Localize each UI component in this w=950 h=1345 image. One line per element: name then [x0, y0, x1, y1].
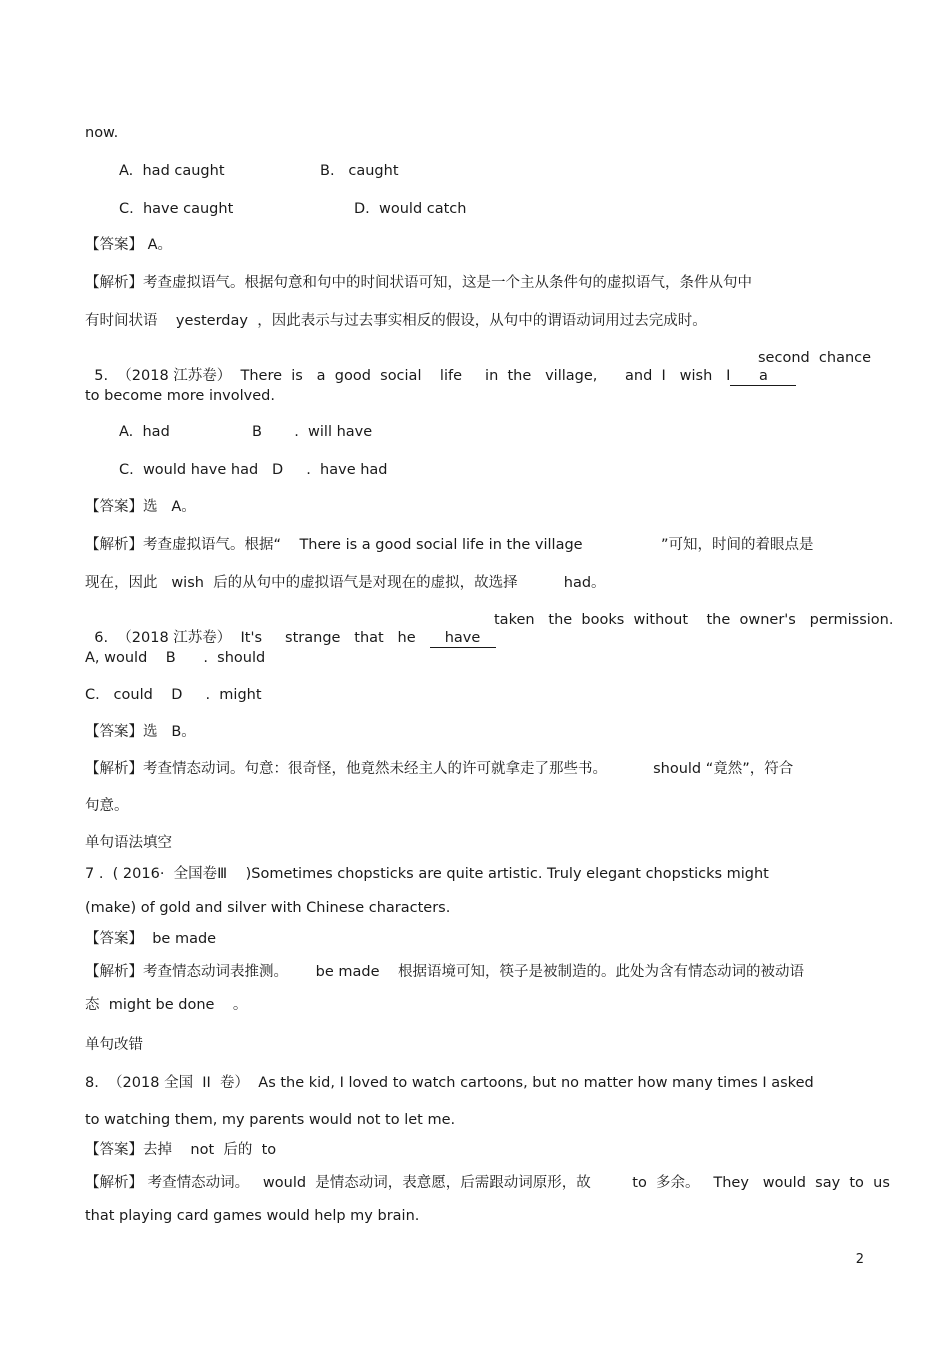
question-text: 6. （2018 江苏卷） It's strange that he — [94, 630, 416, 646]
analysis-line: 【解析】考查虚拟语气。根据“ There is a good social life in the village ”可知，时间的着眼点是 — [85, 537, 814, 553]
analysis-line: 现在，因此 wish 后的从句中的虚拟语气是对现在的虚拟，故选择 had。 — [85, 575, 606, 591]
question-5 — [85, 349, 796, 386]
blank-answer: a — [730, 367, 796, 386]
question-text: taken the books without the owner's permission. — [494, 612, 894, 628]
analysis-line: 态 might be done 。 — [85, 997, 248, 1013]
option-d: D. would catch — [354, 201, 467, 217]
section-heading: 单句改错 — [85, 1037, 143, 1053]
question-7: 7 . ( 2016· 全国卷Ⅲ )Sometimes chopsticks are quite artistic. Truly elegant chopsticks might — [85, 866, 769, 882]
option-b: B . will have — [252, 424, 373, 440]
option-c: C. have caught — [119, 201, 234, 217]
analysis-line: 【解析】考查情态动词表推测。 be made 根据语境可知，筷子是被制造的。此处为含有情态动词的被动语 — [85, 964, 804, 980]
option-c-d: C. would have had D . have had — [119, 462, 388, 478]
option-a: A. had — [119, 424, 170, 440]
answer-line: 【答案】 be made — [85, 931, 217, 947]
option-a: A. had caught — [119, 163, 225, 179]
options-a-b: A, would B . should — [85, 650, 266, 666]
question-text: (make) of gold and silver with Chinese characters. — [85, 900, 451, 916]
option-b: B. caught — [320, 163, 399, 179]
blank-answer: have — [430, 629, 496, 648]
answer-line: 【答案】选 B。 — [85, 724, 196, 740]
question-text: second chance — [758, 350, 872, 366]
section-heading: 单句语法填空 — [85, 835, 172, 851]
question-text: to watching them, my parents would not to let me. — [85, 1112, 456, 1128]
page-number: 2 — [855, 1252, 864, 1267]
analysis-line: that playing card games would help my brain. — [85, 1208, 420, 1224]
question-8: 8. （2018 全国 II 卷） As the kid, I loved to watch cartoons, but no matter how many times I asked — [85, 1075, 814, 1091]
question-6 — [85, 611, 496, 648]
analysis-line: 【解析】考查虚拟语气。根据句意和句中的时间状语可知，这是一个主从条件句的虚拟语气，条件从句中 — [85, 275, 752, 291]
answer-line: 【答案】去掉 not 后的 to — [85, 1142, 277, 1158]
analysis-line: 【解析】考查情态动词。句意：很奇怪，他竟然未经主人的许可就拿走了那些书。 should “竟然”，符合 — [85, 761, 794, 777]
answer-line: 【答案】 A。 — [85, 237, 173, 253]
text-line: now. — [85, 125, 119, 141]
analysis-line: 有时间状语 yesterday ，因此表示与过去事实相反的假设，从句中的谓语动词用过去完成时。 — [85, 313, 707, 329]
question-text: to become more involved. — [85, 388, 275, 404]
answer-line: 【答案】选 A。 — [85, 499, 196, 515]
question-text: 5. （2018 江苏卷） There is a good social life in the village, and I wish I — [94, 368, 731, 384]
analysis-line: 【解析】 考查情态动词。 would 是情态动词，表意愿，后需跟动词原形，故 to 多余。 They would say to us — [85, 1175, 890, 1191]
options-c-d: C. could D . might — [85, 687, 262, 703]
analysis-line: 句意。 — [85, 798, 129, 814]
